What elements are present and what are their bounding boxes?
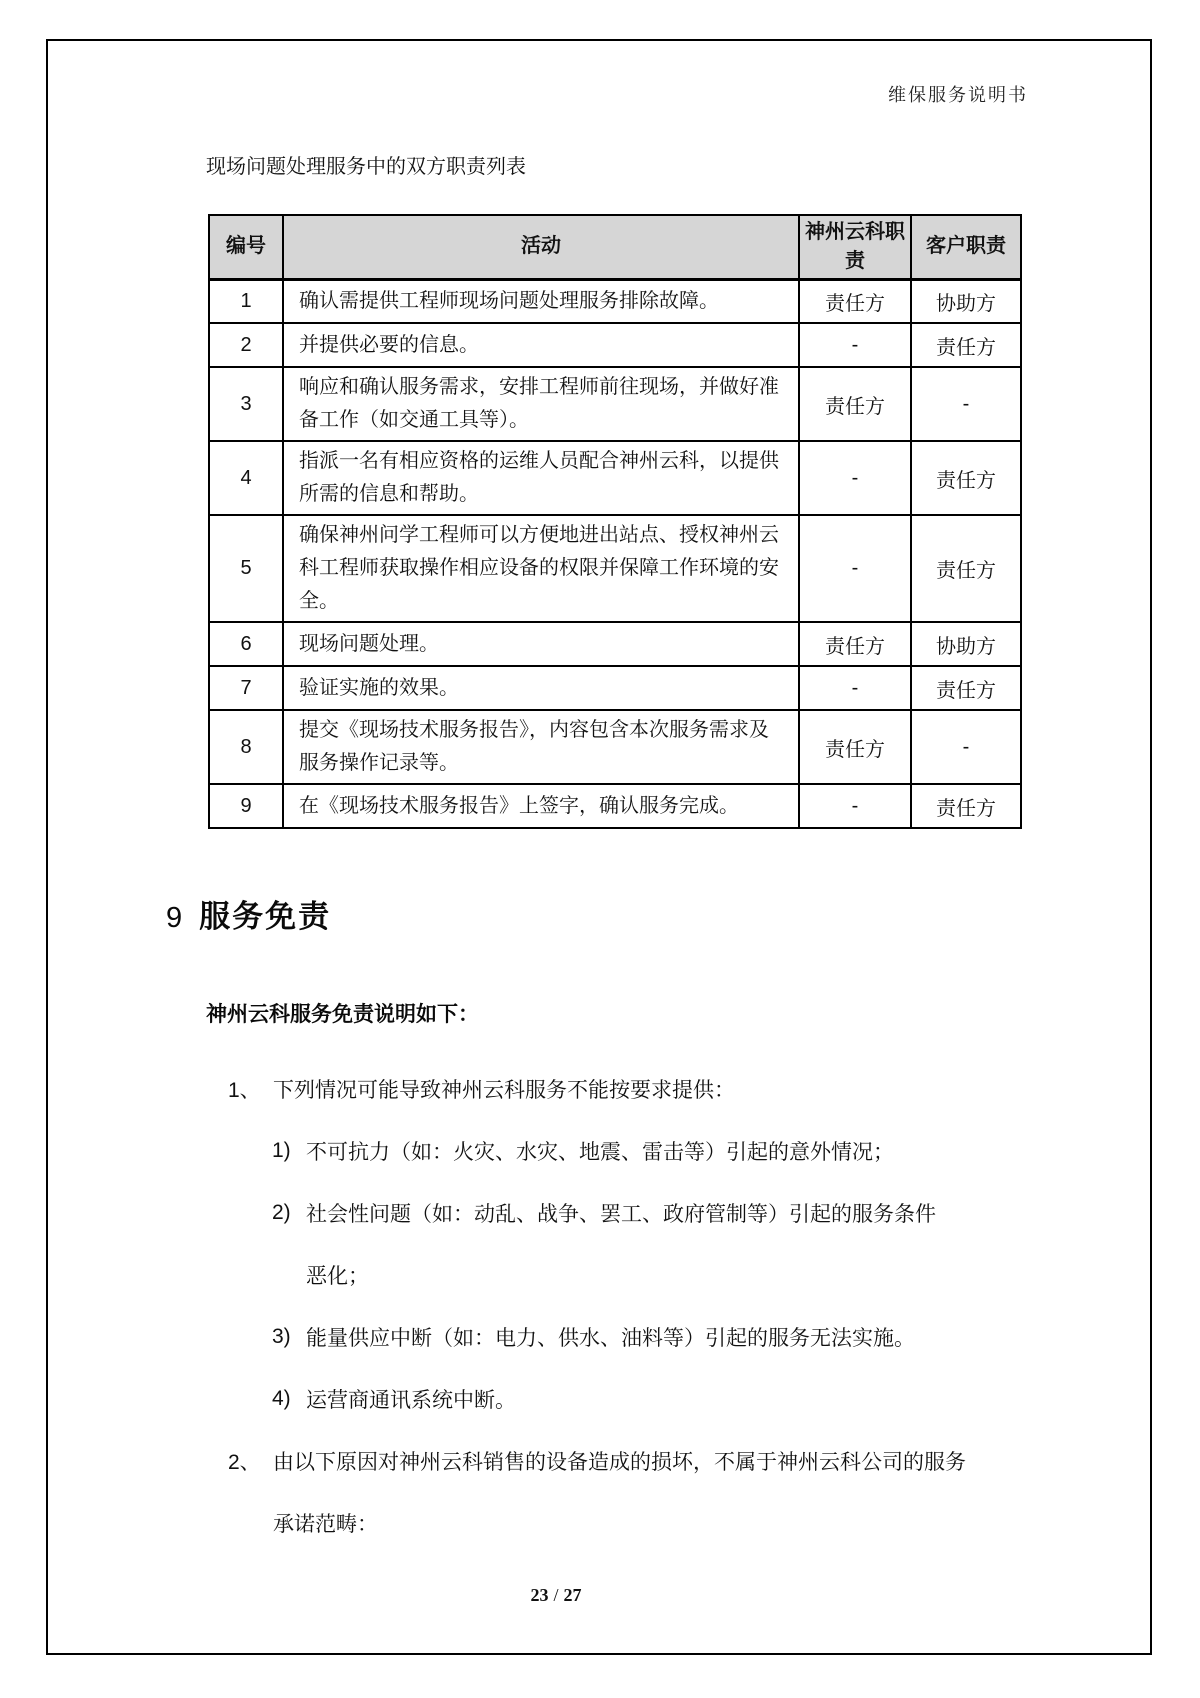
list-item-continuation xyxy=(206,1492,1016,1554)
activity-cell: 指派一名有相应资格的运维人员配合神州云科，以提供所需的信息和帮助。 xyxy=(283,441,799,515)
row-number-cell: 4 xyxy=(209,441,283,515)
vendor-role-cell: 责任方 xyxy=(799,279,911,323)
activity-cell: 验证实施的效果。 xyxy=(283,666,799,710)
vendor-role-cell: - xyxy=(799,441,911,515)
table-row xyxy=(209,367,1021,441)
header-cell-vendor-role: 神州云科职责 xyxy=(799,215,911,279)
section-heading xyxy=(166,891,331,936)
disclaimer-intro: 神州云科服务免责说明如下： xyxy=(206,1003,479,1026)
list-item xyxy=(206,1306,1016,1368)
vendor-role-cell: - xyxy=(799,515,911,622)
customer-role-cell: - xyxy=(911,367,1021,441)
vendor-role-cell: - xyxy=(799,323,911,367)
list-text: 承诺范畴： xyxy=(273,1513,378,1536)
list-text: 运营商通讯系统中断。 xyxy=(306,1389,516,1412)
activity-cell: 现场问题处理。 xyxy=(283,622,799,666)
row-number-cell: 5 xyxy=(209,515,283,622)
list-marker: 1、 xyxy=(228,1079,261,1102)
list-marker: 3) xyxy=(272,1325,291,1348)
header-cell-customer-role: 客户职责 xyxy=(911,215,1021,279)
document-header-title: 维保服务说明书 xyxy=(888,85,1028,105)
vendor-role-cell: - xyxy=(799,784,911,828)
row-number-cell: 7 xyxy=(209,666,283,710)
activity-cell: 提交《现场技术服务报告》，内容包含本次服务需求及服务操作记录等。 xyxy=(283,710,799,784)
vendor-role-cell: 责任方 xyxy=(799,367,911,441)
table-row xyxy=(209,279,1021,323)
table-row xyxy=(209,666,1021,710)
list-item xyxy=(206,1430,1016,1492)
responsibility-table xyxy=(208,214,1022,829)
page-number-total: 27 xyxy=(563,1585,582,1605)
page-number-separator: / xyxy=(553,1585,559,1605)
row-number-cell: 8 xyxy=(209,710,283,784)
customer-role-cell: 责任方 xyxy=(911,784,1021,828)
customer-role-cell: 责任方 xyxy=(911,666,1021,710)
list-text: 社会性问题（如：动乱、战争、罢工、政府管制等）引起的服务条件 xyxy=(306,1203,936,1226)
table-row xyxy=(209,515,1021,622)
row-number-cell: 9 xyxy=(209,784,283,828)
list-marker: 2、 xyxy=(228,1451,261,1474)
table-row xyxy=(209,622,1021,666)
list-marker: 4) xyxy=(272,1387,291,1410)
page-number xyxy=(500,1585,612,1606)
list-marker: 1) xyxy=(272,1139,291,1162)
activity-cell: 并提供必要的信息。 xyxy=(283,323,799,367)
list-item xyxy=(206,1182,1016,1244)
customer-role-cell: 责任方 xyxy=(911,515,1021,622)
vendor-role-cell: 责任方 xyxy=(799,710,911,784)
row-number-cell: 3 xyxy=(209,367,283,441)
table-header-row xyxy=(209,215,1021,279)
list-marker: 2) xyxy=(272,1201,291,1224)
section-number: 9 xyxy=(166,902,183,934)
vendor-role-cell: 责任方 xyxy=(799,622,911,666)
list-item-continuation xyxy=(206,1244,1016,1306)
row-number-cell: 6 xyxy=(209,622,283,666)
list-text: 由以下原因对神州云科销售的设备造成的损坏，不属于神州云科公司的服务 xyxy=(273,1451,966,1474)
header-cell-number: 编号 xyxy=(209,215,283,279)
customer-role-cell: 责任方 xyxy=(911,323,1021,367)
header-cell-activity: 活动 xyxy=(283,215,799,279)
list-item xyxy=(206,1120,1016,1182)
table-caption: 现场问题处理服务中的双方职责列表 xyxy=(206,156,526,178)
section-title: 服务免责 xyxy=(199,899,332,934)
customer-role-cell: 协助方 xyxy=(911,622,1021,666)
list-text: 能量供应中断（如：电力、供水、油料等）引起的服务无法实施。 xyxy=(306,1327,915,1350)
table-row xyxy=(209,710,1021,784)
list-text: 不可抗力（如：火灾、水灾、地震、雷击等）引起的意外情况； xyxy=(306,1141,894,1164)
activity-cell: 响应和确认服务需求，安排工程师前往现场，并做好准备工作（如交通工具等）。 xyxy=(283,367,799,441)
row-number-cell: 2 xyxy=(209,323,283,367)
table-row xyxy=(209,784,1021,828)
customer-role-cell: 协助方 xyxy=(911,279,1021,323)
list-text: 下列情况可能导致神州云科服务不能按要求提供： xyxy=(273,1079,735,1102)
activity-cell: 确保神州问学工程师可以方便地进出站点、授权神州云科工程师获取操作相应设备的权限并保障工作环境的安全。 xyxy=(283,515,799,622)
table-row xyxy=(209,441,1021,515)
list-item xyxy=(206,1368,1016,1430)
customer-role-cell: 责任方 xyxy=(911,441,1021,515)
table-row xyxy=(209,323,1021,367)
customer-role-cell: - xyxy=(911,710,1021,784)
page-number-current: 23 xyxy=(530,1585,549,1605)
row-number-cell: 1 xyxy=(209,279,283,323)
vendor-role-cell: - xyxy=(799,666,911,710)
activity-cell: 确认需提供工程师现场问题处理服务排除故障。 xyxy=(283,279,799,323)
list-text: 恶化； xyxy=(306,1265,369,1288)
list-item xyxy=(206,1058,1016,1120)
disclaimer-list xyxy=(206,1058,1016,1554)
activity-cell: 在《现场技术服务报告》上签字，确认服务完成。 xyxy=(283,784,799,828)
